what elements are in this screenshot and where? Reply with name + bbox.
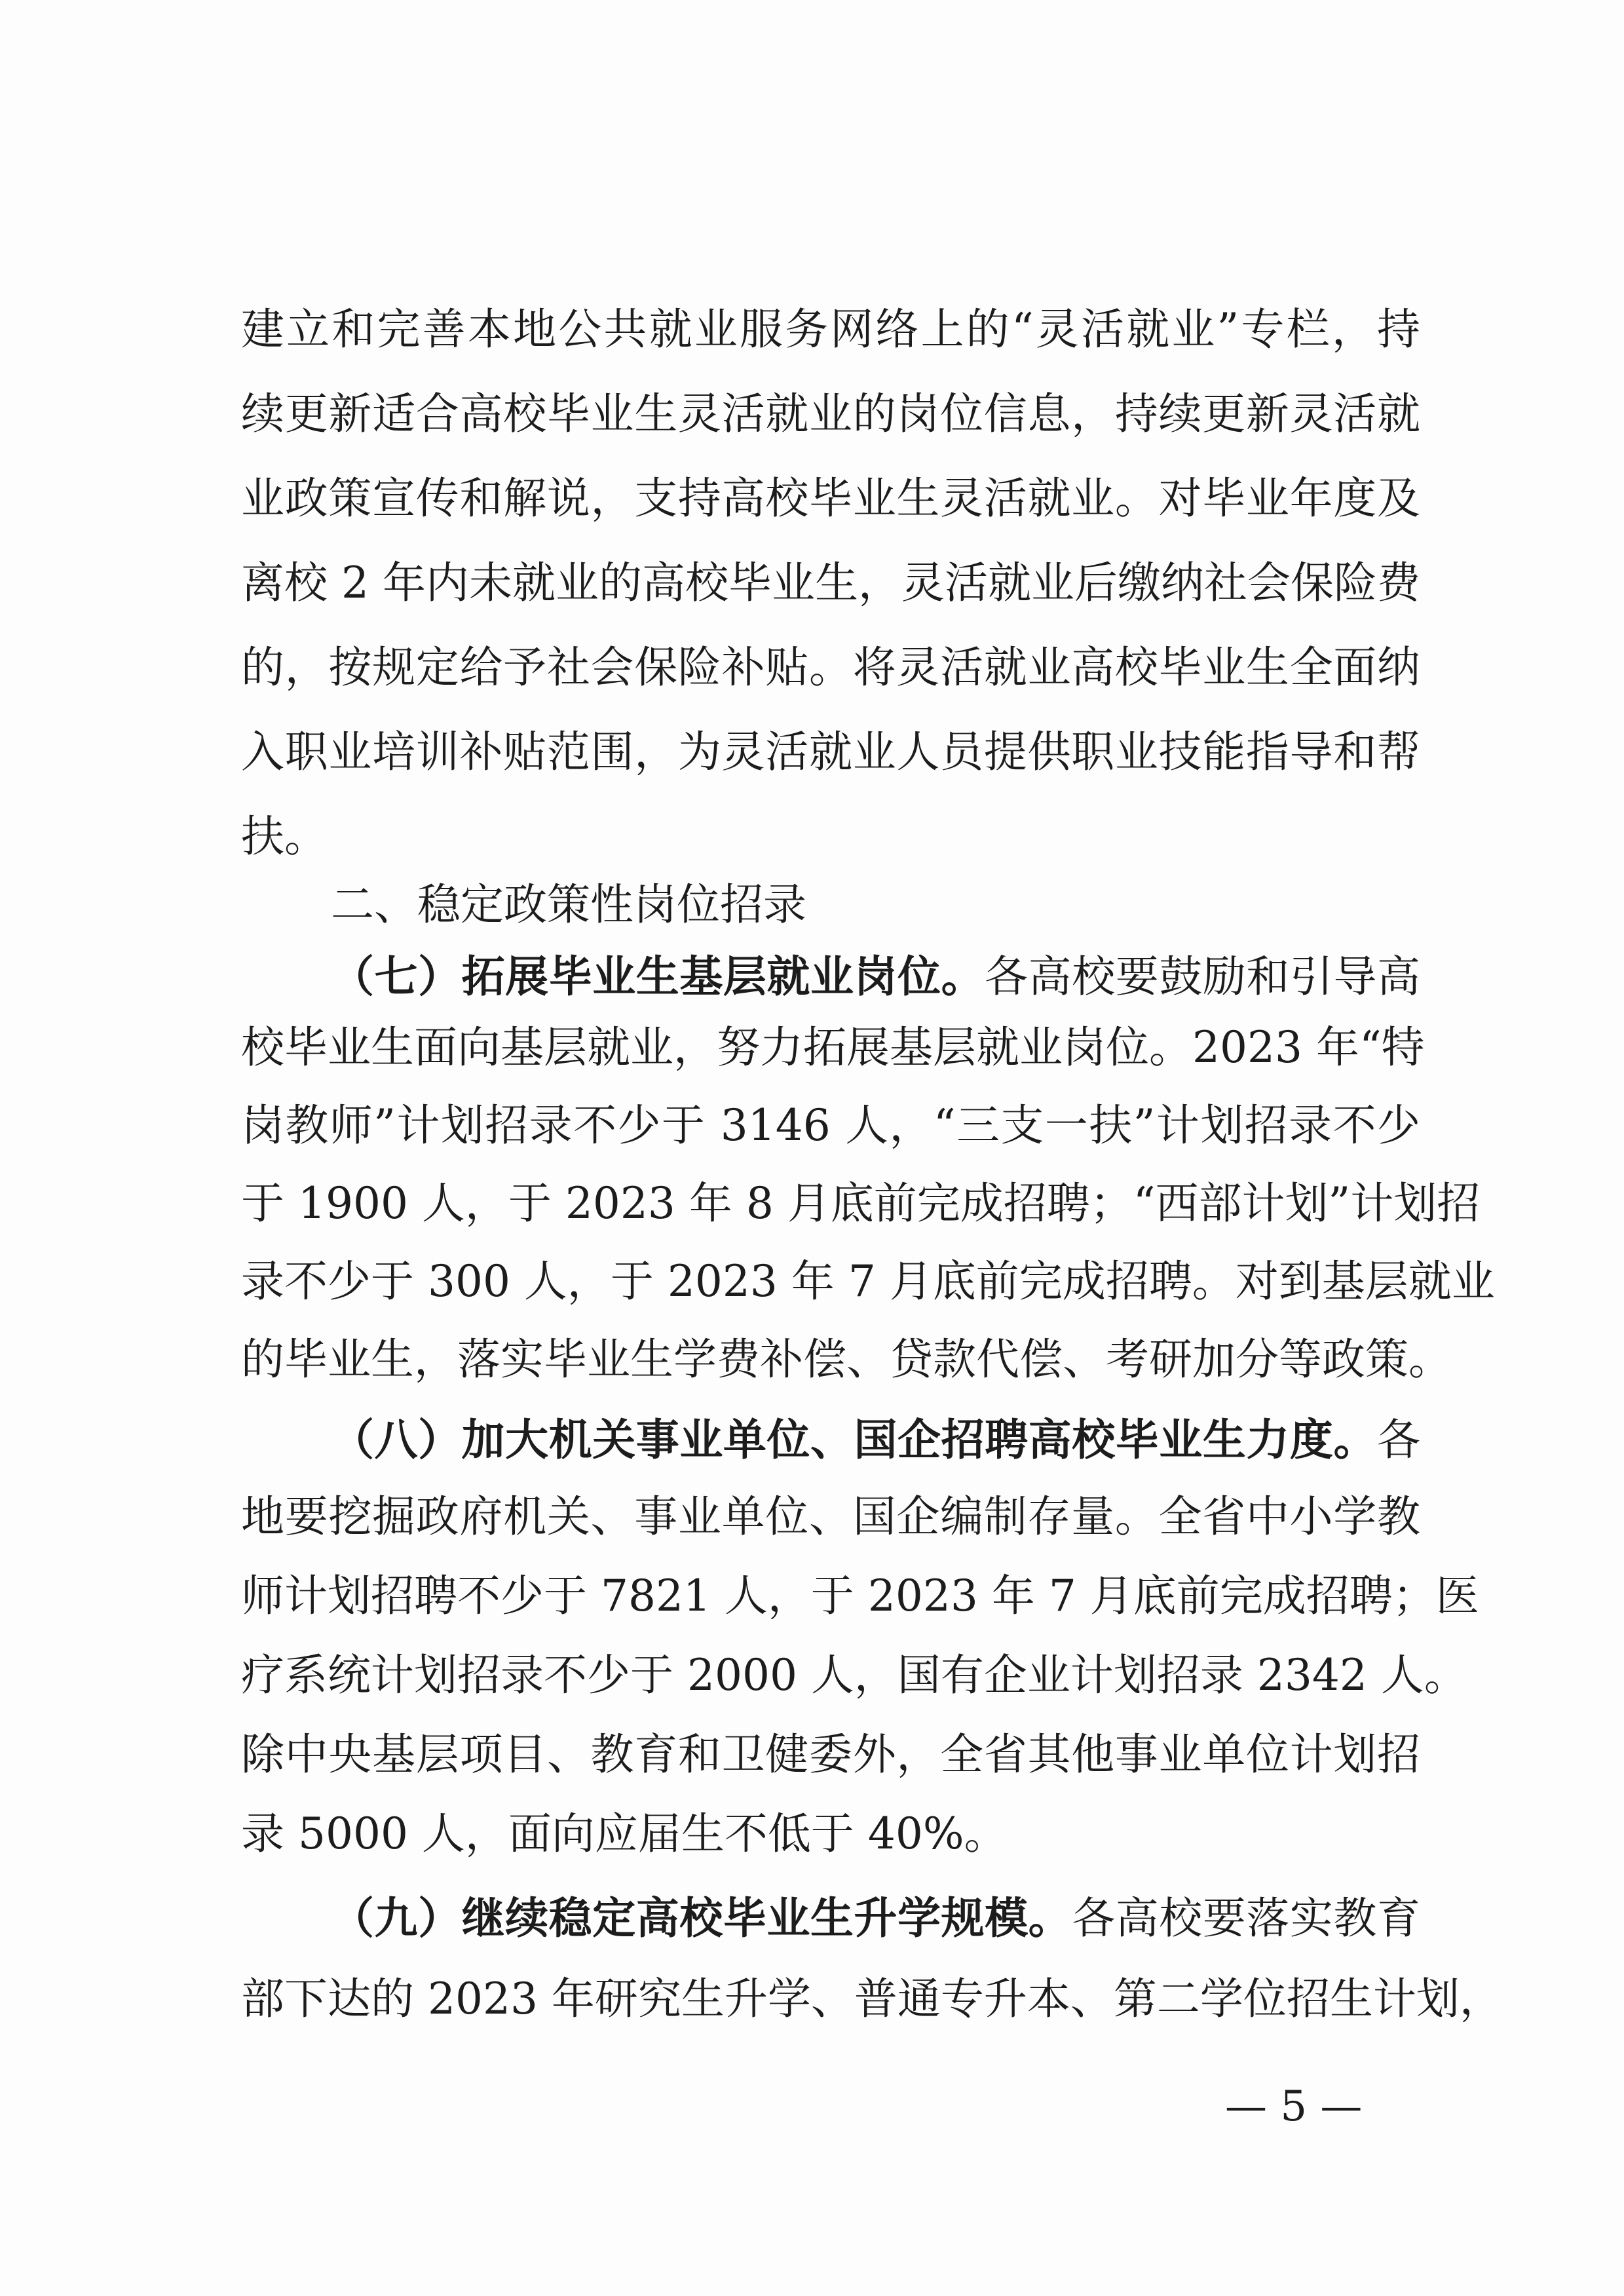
paragraph-line: 录 5000 人，面向应届生不低于 40%。	[241, 1808, 1008, 1859]
item-first-line	[331, 1410, 1420, 1469]
item-first-line	[331, 947, 1420, 1006]
paragraph-line: 的毕业生，落实毕业生学费补偿、贷款代偿、考研加分等政策。	[241, 1334, 1452, 1385]
paragraph-line: 部下达的 2023 年研究生升学、普通专升本、第二学位招生计划，	[241, 1974, 1503, 2024]
item-first-line	[331, 1888, 1420, 1947]
page-number: — 5 —	[1225, 2082, 1363, 2131]
item-title: （八）加大机关事业单位、国企招聘高校毕业生力度。	[331, 1414, 1377, 1465]
paragraph-line: 续更新适合高校毕业生灵活就业的岗位信息，持续更新灵活就	[241, 389, 1420, 439]
paragraph-line: 地要挖掘政府机关、事业单位、国企编制存量。全省中小学教	[241, 1491, 1420, 1542]
paragraph-line: 师计划招聘不少于 7821 人，于 2023 年 7 月底前完成招聘；医	[241, 1571, 1479, 1621]
paragraph-line: 于 1900 人，于 2023 年 8 月底前完成招聘；“西部计划”计划招	[241, 1178, 1481, 1229]
item-text: 各高校要鼓励和引导高	[985, 951, 1420, 1002]
item-title: （七）拓展毕业生基层就业岗位。	[331, 951, 985, 1002]
paragraph-line: 的，按规定给予社会保险补贴。将灵活就业高校毕业生全面纳	[241, 642, 1420, 693]
paragraph-line: 录不少于 300 人，于 2023 年 7 月底前完成招聘。对到基层就业	[241, 1256, 1495, 1307]
paragraph-line: 疗系统计划招录不少于 2000 人，国有企业计划招录 2342 人。	[241, 1650, 1467, 1700]
item-text: 各	[1377, 1415, 1420, 1465]
paragraph-line: 业政策宣传和解说，支持高校毕业生灵活就业。对毕业年度及	[241, 473, 1420, 524]
paragraph-line: 除中央基层项目、教育和卫健委外，全省其他事业单位计划招	[241, 1729, 1420, 1780]
item-title: （九）继续稳定高校毕业生升学规模。	[331, 1892, 1072, 1943]
paragraph-line: 扶。	[241, 811, 328, 862]
paragraph-line: 岗教师”计划招录不少于 3146 人，“三支一扶”计划招录不少	[241, 1100, 1420, 1151]
paragraph-line: 建立和完善本地公共就业服务网络上的“灵活就业”专栏，持	[241, 304, 1420, 354]
section-heading: 二、稳定政策性岗位招录	[331, 879, 806, 930]
item-text: 各高校要落实教育	[1072, 1893, 1421, 1943]
paragraph-line: 校毕业生面向基层就业，努力拓展基层就业岗位。2023 年“特	[241, 1022, 1425, 1073]
paragraph-line: 入职业培训补贴范围，为灵活就业人员提供职业技能指导和帮	[241, 727, 1420, 777]
paragraph-line: 离校 2 年内未就业的高校毕业生，灵活就业后缴纳社会保险费	[241, 558, 1420, 608]
